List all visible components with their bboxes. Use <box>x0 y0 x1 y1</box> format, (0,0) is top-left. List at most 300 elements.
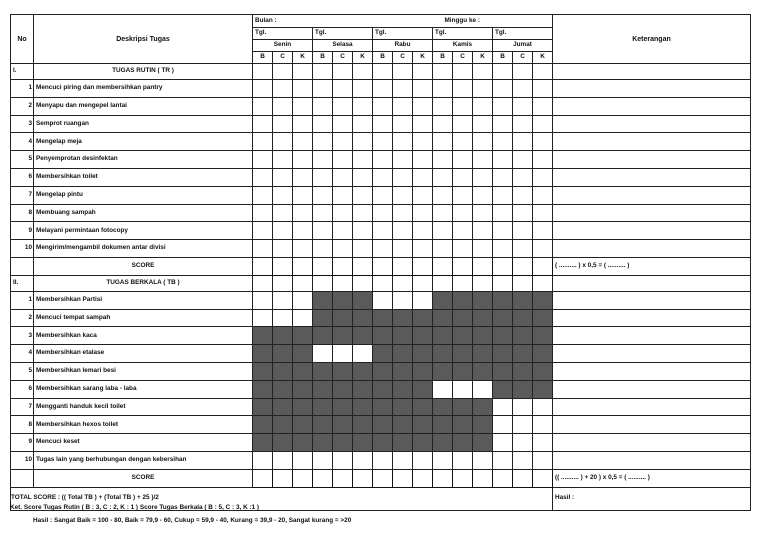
grade-cell[interactable] <box>333 240 353 258</box>
grade-cell[interactable] <box>413 168 433 186</box>
grade-cell[interactable] <box>373 275 393 291</box>
grade-cell[interactable] <box>253 80 273 98</box>
score-cell[interactable] <box>313 257 333 275</box>
grade-cell[interactable] <box>333 151 353 169</box>
grade-cell[interactable] <box>273 168 293 186</box>
grade-cell[interactable] <box>473 64 493 80</box>
keterangan-cell[interactable] <box>553 186 751 204</box>
grade-cell[interactable] <box>533 133 553 151</box>
keterangan-cell[interactable] <box>553 204 751 222</box>
grade-cell[interactable] <box>393 115 413 133</box>
grade-cell[interactable] <box>453 275 473 291</box>
grade-cell[interactable] <box>433 275 453 291</box>
grade-cell[interactable] <box>333 133 353 151</box>
grade-cell[interactable] <box>313 240 333 258</box>
grade-cell[interactable] <box>313 204 333 222</box>
grade-cell[interactable] <box>393 204 413 222</box>
grade-cell[interactable] <box>413 204 433 222</box>
grade-cell[interactable] <box>253 168 273 186</box>
grade-cell[interactable] <box>413 133 433 151</box>
grade-cell[interactable] <box>293 115 313 133</box>
grade-cell[interactable] <box>513 133 533 151</box>
grade-cell[interactable] <box>253 186 273 204</box>
keterangan-cell[interactable] <box>553 451 751 469</box>
score-cell[interactable] <box>413 469 433 487</box>
grade-cell[interactable] <box>253 115 273 133</box>
grade-cell[interactable] <box>373 204 393 222</box>
grade-cell[interactable] <box>393 291 413 309</box>
grade-cell[interactable] <box>373 240 393 258</box>
grade-cell[interactable] <box>253 97 273 115</box>
grade-cell[interactable] <box>393 275 413 291</box>
grade-cell[interactable] <box>313 133 333 151</box>
grade-cell[interactable] <box>533 168 553 186</box>
grade-cell[interactable] <box>353 115 373 133</box>
score-cell[interactable] <box>333 257 353 275</box>
grade-cell[interactable] <box>473 222 493 240</box>
grade-cell[interactable] <box>433 222 453 240</box>
grade-cell[interactable] <box>313 97 333 115</box>
grade-cell[interactable] <box>333 345 353 363</box>
grade-cell[interactable] <box>313 186 333 204</box>
grade-cell[interactable] <box>333 204 353 222</box>
grade-cell[interactable] <box>453 380 473 398</box>
grade-cell[interactable] <box>493 222 513 240</box>
grade-cell[interactable] <box>293 64 313 80</box>
grade-cell[interactable] <box>413 186 433 204</box>
grade-cell[interactable] <box>453 80 473 98</box>
section-number: I. <box>11 64 34 80</box>
grade-cell[interactable] <box>293 151 313 169</box>
score-formula[interactable]: ( .......... ) x 0,5 = ( .......... ) <box>553 257 751 275</box>
grade-cell[interactable] <box>333 168 353 186</box>
grade-cell[interactable] <box>453 151 473 169</box>
keterangan-cell[interactable] <box>553 275 751 291</box>
grade-header: C <box>513 52 533 64</box>
score-cell[interactable] <box>393 257 413 275</box>
task-number: 5 <box>11 151 34 169</box>
grade-cell[interactable] <box>333 451 353 469</box>
grade-cell[interactable] <box>433 115 453 133</box>
grade-cell[interactable] <box>253 309 273 327</box>
keterangan-cell[interactable] <box>553 222 751 240</box>
grade-cell[interactable] <box>433 380 453 398</box>
hasil-label[interactable]: Hasil : <box>553 487 751 510</box>
grade-cell[interactable] <box>433 204 453 222</box>
keterangan-cell[interactable] <box>553 133 751 151</box>
grade-cell[interactable] <box>313 275 333 291</box>
grade-cell-disabled <box>433 345 453 363</box>
grade-cell[interactable] <box>493 80 513 98</box>
grade-cell[interactable] <box>453 115 473 133</box>
grade-cell[interactable] <box>473 151 493 169</box>
score-cell[interactable] <box>433 257 453 275</box>
score-formula[interactable]: (( .......... ) + 20 ) x 0,5 = ( .......... ) <box>553 469 751 487</box>
grade-cell[interactable] <box>533 64 553 80</box>
grade-cell[interactable] <box>273 80 293 98</box>
grade-cell[interactable] <box>393 97 413 115</box>
grade-cell[interactable] <box>373 291 393 309</box>
grade-cell[interactable] <box>493 451 513 469</box>
grade-cell[interactable] <box>533 275 553 291</box>
keterangan-cell[interactable] <box>553 398 751 416</box>
grade-cell[interactable] <box>353 133 373 151</box>
notes-scoring: Ket. Score Tugas Rutin ( B : 3, C : 2, K : 1 ) Score Tugas Berkala ( B : 5, C : 3, K :1 ) <box>10 504 260 511</box>
grade-cell-disabled <box>353 380 373 398</box>
grade-cell[interactable] <box>273 115 293 133</box>
grade-cell[interactable] <box>453 168 473 186</box>
task-row <box>11 204 751 222</box>
grade-cell[interactable] <box>493 168 513 186</box>
grade-cell-disabled <box>393 327 413 345</box>
grade-cell[interactable] <box>393 222 413 240</box>
grade-cell[interactable] <box>433 186 453 204</box>
grade-cell[interactable] <box>513 222 533 240</box>
score-cell[interactable] <box>373 257 393 275</box>
grade-cell[interactable] <box>513 416 533 434</box>
keterangan-cell[interactable] <box>553 168 751 186</box>
grade-cell[interactable] <box>293 309 313 327</box>
grade-cell[interactable] <box>273 186 293 204</box>
grade-cell[interactable] <box>393 451 413 469</box>
grade-cell[interactable] <box>373 186 393 204</box>
grade-cell[interactable] <box>473 204 493 222</box>
score-cell[interactable] <box>273 257 293 275</box>
grade-cell[interactable] <box>353 168 373 186</box>
grade-cell[interactable] <box>333 97 353 115</box>
score-cell[interactable] <box>473 469 493 487</box>
grade-cell-disabled <box>253 416 273 434</box>
grade-cell[interactable] <box>413 64 433 80</box>
grade-cell[interactable] <box>253 222 273 240</box>
grade-cell[interactable] <box>253 151 273 169</box>
score-cell[interactable] <box>353 257 373 275</box>
score-cell[interactable] <box>293 257 313 275</box>
grade-cell[interactable] <box>373 168 393 186</box>
grade-cell[interactable] <box>413 240 433 258</box>
grade-cell[interactable] <box>313 451 333 469</box>
keterangan-cell[interactable] <box>553 151 751 169</box>
grade-cell[interactable] <box>473 380 493 398</box>
keterangan-cell[interactable] <box>553 240 751 258</box>
grade-cell[interactable] <box>433 97 453 115</box>
grade-cell[interactable] <box>533 398 553 416</box>
score-cell[interactable] <box>293 469 313 487</box>
grade-cell[interactable] <box>453 133 473 151</box>
grade-cell[interactable] <box>273 204 293 222</box>
grade-cell[interactable] <box>533 151 553 169</box>
grade-cell[interactable] <box>273 133 293 151</box>
task-number: 10 <box>11 240 34 258</box>
grade-cell[interactable] <box>413 80 433 98</box>
grade-cell[interactable] <box>433 168 453 186</box>
grade-cell[interactable] <box>293 275 313 291</box>
grade-cell[interactable] <box>333 64 353 80</box>
grade-cell[interactable] <box>273 275 293 291</box>
grade-cell[interactable] <box>493 398 513 416</box>
grade-cell[interactable] <box>313 64 333 80</box>
grade-cell[interactable] <box>393 240 413 258</box>
grade-cell[interactable] <box>353 151 373 169</box>
grade-cell[interactable] <box>273 64 293 80</box>
grade-cell[interactable] <box>413 115 433 133</box>
grade-cell[interactable] <box>533 240 553 258</box>
score-cell[interactable] <box>533 469 553 487</box>
grade-cell[interactable] <box>513 64 533 80</box>
grade-cell[interactable] <box>253 291 273 309</box>
grade-cell[interactable] <box>413 451 433 469</box>
grade-cell[interactable] <box>353 275 373 291</box>
score-cell[interactable] <box>513 257 533 275</box>
grade-cell[interactable] <box>513 398 533 416</box>
tgl-label: Tgl. <box>433 28 493 40</box>
grade-cell[interactable] <box>433 240 453 258</box>
grade-cell[interactable] <box>473 275 493 291</box>
grade-cell[interactable] <box>293 168 313 186</box>
grade-cell[interactable] <box>313 345 333 363</box>
keterangan-cell[interactable] <box>553 434 751 452</box>
score-cell[interactable] <box>373 469 393 487</box>
grade-cell[interactable] <box>253 204 273 222</box>
grade-cell[interactable] <box>333 275 353 291</box>
grade-cell[interactable] <box>353 97 373 115</box>
grade-cell[interactable] <box>273 291 293 309</box>
grade-cell[interactable] <box>453 186 473 204</box>
score-cell[interactable] <box>473 257 493 275</box>
grade-cell[interactable] <box>373 451 393 469</box>
section-header-row <box>11 275 751 291</box>
grade-cell[interactable] <box>493 115 513 133</box>
keterangan-cell[interactable] <box>553 115 751 133</box>
grade-cell[interactable] <box>253 240 273 258</box>
grade-cell[interactable] <box>293 451 313 469</box>
tgl-label: Tgl. <box>493 28 553 40</box>
grade-cell[interactable] <box>333 80 353 98</box>
grade-cell[interactable] <box>493 151 513 169</box>
grade-cell[interactable] <box>293 186 313 204</box>
grade-cell[interactable] <box>493 133 513 151</box>
keterangan-cell[interactable] <box>553 64 751 80</box>
grade-cell[interactable] <box>453 451 473 469</box>
grade-cell[interactable] <box>293 97 313 115</box>
grade-cell[interactable] <box>513 451 533 469</box>
score-cell[interactable] <box>453 257 473 275</box>
grade-cell[interactable] <box>373 115 393 133</box>
grade-cell[interactable] <box>513 151 533 169</box>
score-cell[interactable] <box>453 469 473 487</box>
grade-cell-disabled <box>473 362 493 380</box>
grade-cell[interactable] <box>493 97 513 115</box>
grade-cell[interactable] <box>393 168 413 186</box>
grade-cell[interactable] <box>473 115 493 133</box>
score-cell[interactable] <box>493 469 513 487</box>
grade-cell[interactable] <box>353 451 373 469</box>
keterangan-cell[interactable] <box>553 309 751 327</box>
grade-cell[interactable] <box>533 434 553 452</box>
keterangan-cell[interactable] <box>553 362 751 380</box>
grade-cell[interactable] <box>433 151 453 169</box>
grade-cell-disabled <box>513 327 533 345</box>
grade-cell[interactable] <box>513 80 533 98</box>
grade-cell[interactable] <box>513 97 533 115</box>
grade-cell[interactable] <box>493 186 513 204</box>
grade-cell[interactable] <box>393 186 413 204</box>
grade-cell[interactable] <box>513 204 533 222</box>
grade-cell[interactable] <box>513 275 533 291</box>
score-cell[interactable] <box>513 469 533 487</box>
grade-cell[interactable] <box>393 80 413 98</box>
grade-cell[interactable] <box>433 451 453 469</box>
grade-cell[interactable] <box>373 80 393 98</box>
grade-cell[interactable] <box>513 168 533 186</box>
score-cell[interactable] <box>333 469 353 487</box>
keterangan-cell[interactable] <box>553 80 751 98</box>
grade-cell[interactable] <box>313 80 333 98</box>
grade-cell[interactable] <box>413 275 433 291</box>
keterangan-cell[interactable] <box>553 327 751 345</box>
section-title: TUGAS BERKALA ( TB ) <box>34 275 253 291</box>
grade-cell[interactable] <box>313 115 333 133</box>
grade-cell[interactable] <box>533 80 553 98</box>
grade-cell[interactable] <box>533 115 553 133</box>
grade-cell[interactable] <box>453 97 473 115</box>
grade-cell[interactable] <box>273 222 293 240</box>
score-cell[interactable] <box>253 469 273 487</box>
grade-cell[interactable] <box>413 151 433 169</box>
grade-cell[interactable] <box>473 133 493 151</box>
grade-cell[interactable] <box>453 64 473 80</box>
grade-cell[interactable] <box>253 64 273 80</box>
task-number: 2 <box>11 97 34 115</box>
grade-cell[interactable] <box>293 291 313 309</box>
grade-cell[interactable] <box>273 151 293 169</box>
grade-cell[interactable] <box>273 240 293 258</box>
grade-cell[interactable] <box>273 97 293 115</box>
grade-cell[interactable] <box>393 133 413 151</box>
grade-cell[interactable] <box>293 222 313 240</box>
grade-cell[interactable] <box>533 416 553 434</box>
score-cell[interactable] <box>313 469 333 487</box>
grade-cell[interactable] <box>473 168 493 186</box>
grade-cell[interactable] <box>353 240 373 258</box>
keterangan-cell[interactable] <box>553 416 751 434</box>
grade-cell[interactable] <box>473 240 493 258</box>
grade-cell[interactable] <box>433 133 453 151</box>
grade-cell[interactable] <box>393 64 413 80</box>
grade-cell[interactable] <box>513 240 533 258</box>
score-cell[interactable] <box>273 469 293 487</box>
grade-cell[interactable] <box>473 186 493 204</box>
grade-cell[interactable] <box>533 204 553 222</box>
grade-cell[interactable] <box>293 204 313 222</box>
grade-cell[interactable] <box>373 222 393 240</box>
grade-cell[interactable] <box>513 434 533 452</box>
grade-cell[interactable] <box>333 222 353 240</box>
grade-cell[interactable] <box>353 204 373 222</box>
grade-cell[interactable] <box>493 240 513 258</box>
keterangan-cell[interactable] <box>553 291 751 309</box>
grade-cell[interactable] <box>333 115 353 133</box>
grade-cell-disabled <box>493 309 513 327</box>
grade-cell[interactable] <box>453 204 473 222</box>
grade-cell[interactable] <box>313 151 333 169</box>
grade-cell[interactable] <box>293 80 313 98</box>
grade-cell[interactable] <box>493 434 513 452</box>
grade-cell[interactable] <box>353 64 373 80</box>
grade-cell[interactable] <box>333 186 353 204</box>
grade-cell[interactable] <box>293 240 313 258</box>
grade-cell[interactable] <box>253 451 273 469</box>
grade-cell[interactable] <box>533 97 553 115</box>
grade-cell[interactable] <box>433 64 453 80</box>
grade-cell[interactable] <box>473 80 493 98</box>
grade-cell[interactable] <box>493 204 513 222</box>
score-cell[interactable] <box>533 257 553 275</box>
grade-cell[interactable] <box>513 115 533 133</box>
keterangan-cell[interactable] <box>553 345 751 363</box>
score-cell[interactable] <box>253 257 273 275</box>
col-header-keterangan: Keterangan <box>553 15 751 64</box>
grade-cell[interactable] <box>273 451 293 469</box>
grade-cell[interactable] <box>453 240 473 258</box>
grade-cell-disabled <box>413 309 433 327</box>
keterangan-cell[interactable] <box>553 97 751 115</box>
grade-cell[interactable] <box>393 151 413 169</box>
grade-cell[interactable] <box>413 222 433 240</box>
grade-cell[interactable] <box>253 275 273 291</box>
grade-cell-disabled <box>353 434 373 452</box>
grade-cell[interactable] <box>473 451 493 469</box>
grade-cell[interactable] <box>413 97 433 115</box>
grade-cell[interactable] <box>533 451 553 469</box>
grade-cell[interactable] <box>533 186 553 204</box>
grade-cell[interactable] <box>373 151 393 169</box>
grade-cell[interactable] <box>353 80 373 98</box>
grade-cell[interactable] <box>453 222 473 240</box>
score-cell[interactable] <box>433 469 453 487</box>
tgl-label: Tgl. <box>313 28 373 40</box>
grade-cell[interactable] <box>433 80 453 98</box>
grade-cell[interactable] <box>493 275 513 291</box>
grade-cell[interactable] <box>313 168 333 186</box>
score-cell[interactable] <box>413 257 433 275</box>
grade-cell[interactable] <box>253 133 273 151</box>
grade-cell[interactable] <box>353 222 373 240</box>
grade-cell[interactable] <box>353 345 373 363</box>
grade-cell[interactable] <box>273 309 293 327</box>
score-cell[interactable] <box>353 469 373 487</box>
grade-cell[interactable] <box>373 133 393 151</box>
score-cell[interactable] <box>393 469 413 487</box>
grade-cell-disabled <box>273 380 293 398</box>
grade-cell[interactable] <box>373 97 393 115</box>
keterangan-cell[interactable] <box>553 380 751 398</box>
grade-cell[interactable] <box>353 186 373 204</box>
grade-cell[interactable] <box>313 222 333 240</box>
grade-cell-disabled <box>253 398 273 416</box>
grade-cell[interactable] <box>373 64 393 80</box>
grade-cell[interactable] <box>493 416 513 434</box>
grade-cell[interactable] <box>513 186 533 204</box>
grade-cell[interactable] <box>293 133 313 151</box>
grade-cell[interactable] <box>493 64 513 80</box>
task-row <box>11 80 751 98</box>
score-cell[interactable] <box>493 257 513 275</box>
grade-cell[interactable] <box>533 222 553 240</box>
grade-cell[interactable] <box>413 291 433 309</box>
grade-cell[interactable] <box>473 97 493 115</box>
day-label: Senin <box>253 40 313 52</box>
